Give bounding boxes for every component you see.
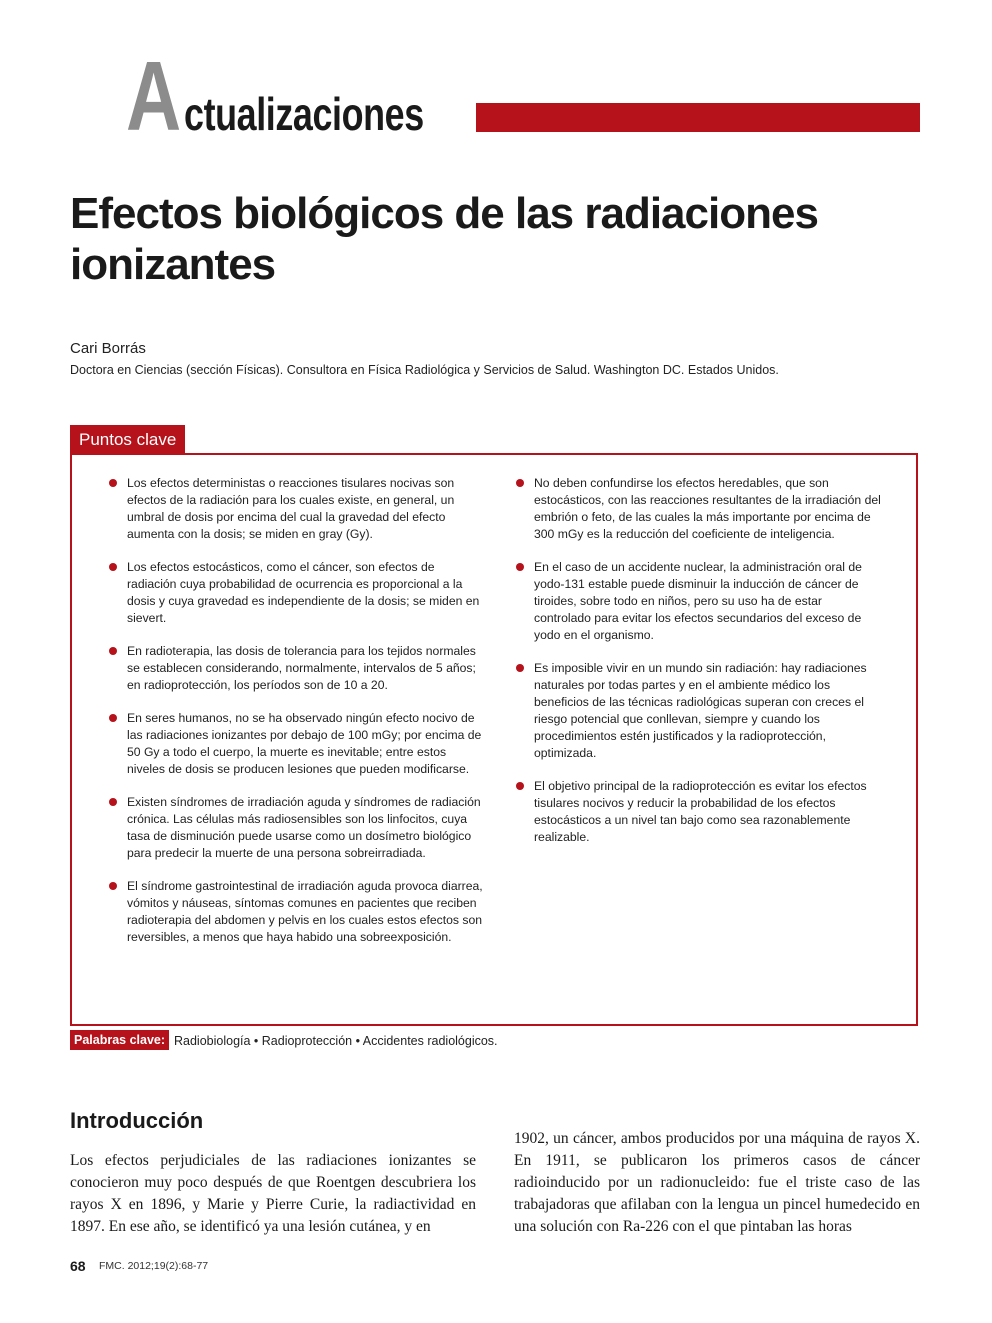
- section-initial-letter: A: [126, 41, 182, 151]
- key-point-item: Es imposible vivir en un mundo sin radiación: hay radiaciones naturales por todas partes y en el ambiente médico los beneficios de las técnicas radiológicas superan con creces el riesgo potencial que conllevan, siempre y cuando los procedimientos estén justificados y la radioprotección, optimizada.: [516, 660, 881, 762]
- key-point-item: En el caso de un accidente nuclear, la administración oral de yodo-131 estable puede disminuir la inducción de cáncer de tiroides, sobre todo en niños, pero su uso ha de estar controlado para evitar los efectos secundarios del exceso de yodo en el organismo.: [516, 559, 881, 644]
- key-point-item: El objetivo principal de la radioprotección es evitar los efectos tisulares nocivos y reducir la probabilidad de los efectos estocásticos a un nivel tan bajo como sea razonablemente realizable.: [516, 778, 881, 846]
- bullet-icon: [516, 664, 524, 672]
- key-points-right-column: [516, 475, 881, 862]
- bullet-icon: [516, 782, 524, 790]
- key-points-label: Puntos clave: [70, 425, 185, 454]
- bullet-icon: [109, 714, 117, 722]
- key-point-item: El síndrome gastrointestinal de irradiación aguda provoca diarrea, vómitos y náuseas, síntomas comunes en pacientes que reciben radioterapia del abdomen y pelvis en los cuales estos efectos son reversibles, a menos que haya habido una sobreexposición.: [109, 878, 484, 946]
- key-points-box: [70, 453, 918, 1026]
- key-point-item: En seres humanos, no se ha observado ningún efecto nocivo de las radiaciones ionizantes por debajo de 100 mGy; por encima de 50 Gy a todo el cuerpo, la muerte es inevitable; entre estos niveles de dosis se producen lesiones que pueden modificarse.: [109, 710, 484, 778]
- key-point-item: No deben confundirse los efectos heredables, que son estocásticos, con las reacciones resultantes de la irradiación del embrión o feto, de las cuales la más importante por encima de 300 mGy es la reducción del coeficiente de inteligencia.: [516, 475, 881, 543]
- bullet-icon: [109, 647, 117, 655]
- bullet-icon: [516, 479, 524, 487]
- section-header: [126, 41, 926, 151]
- body-text-right-column: 1902, un cáncer, ambos producidos por una máquina de rayos X. En 1911, se publicaron los primeros casos de cáncer radioinducido por un radionucleido: fue el triste caso de las trabajadoras que afilaban con la lengua un pincel humedecido en una solución con Ra-226 con el que pintaban las horas: [514, 1130, 920, 1235]
- key-point-item: Existen síndromes de irradiación aguda y síndromes de radiación crónica. Las células más radiosensibles son los linfocitos, cuya tasa de disminución puede usarse como un dosímetro biológico para predecir la muerte de una persona sobreirradiada.: [109, 794, 484, 862]
- journal-reference: FMC. 2012;19(2):68-77: [99, 1260, 209, 1272]
- bullet-icon: [109, 798, 117, 806]
- article-title: Efectos biológicos de las radiaciones ionizantes: [70, 189, 818, 289]
- key-points-left-column: [109, 475, 484, 962]
- bullet-icon: [109, 479, 117, 487]
- intro-heading: Introducción: [70, 1108, 204, 1133]
- body-text-left-column: Los efectos perjudiciales de las radiaciones ionizantes se conocieron muy poco después de que Roentgen descubriera los rayos X en 1896, y Marie y Pierre Curie, la radiactividad en 1897. En ese año, se identificó ya una lesión cutánea, y en: [70, 1152, 476, 1235]
- key-point-item: Los efectos estocásticos, como el cáncer, son efectos de radiación cuya probabilidad de ocurrencia es proporcional a la dosis y cuya gravedad es independiente de la dosis; se miden en sievert.: [109, 559, 484, 627]
- bullet-icon: [516, 563, 524, 571]
- section-accent-bar: [476, 103, 920, 132]
- key-point-item: Los efectos deterministas o reacciones tisulares nocivas son efectos de la radiación para los cuales existe, en general, un umbral de dosis por encima del cual la gravedad del efecto aumenta con la dosis; se miden en gray (Gy).: [109, 475, 484, 543]
- keywords-values: Radiobiología • Radioprotección • Accidentes radiológicos.: [174, 1034, 498, 1048]
- key-point-item: En radioterapia, las dosis de tolerancia para los tejidos normales se establecen considerando, normalmente, intervalos de 5 años; en radioprotección, los períodos son de 10 a 20.: [109, 643, 484, 694]
- page-number: 68: [70, 1258, 86, 1274]
- author-name: Cari Borrás: [70, 340, 146, 357]
- author-affiliation: Doctora en Ciencias (sección Físicas). Consultora en Física Radiológica y Servicios de Salud. Washington DC. Estados Unidos.: [70, 363, 779, 377]
- section-title: ctualizaciones: [184, 88, 424, 140]
- bullet-icon: [109, 563, 117, 571]
- keywords-label: Palabras clave:: [70, 1030, 169, 1050]
- bullet-icon: [109, 882, 117, 890]
